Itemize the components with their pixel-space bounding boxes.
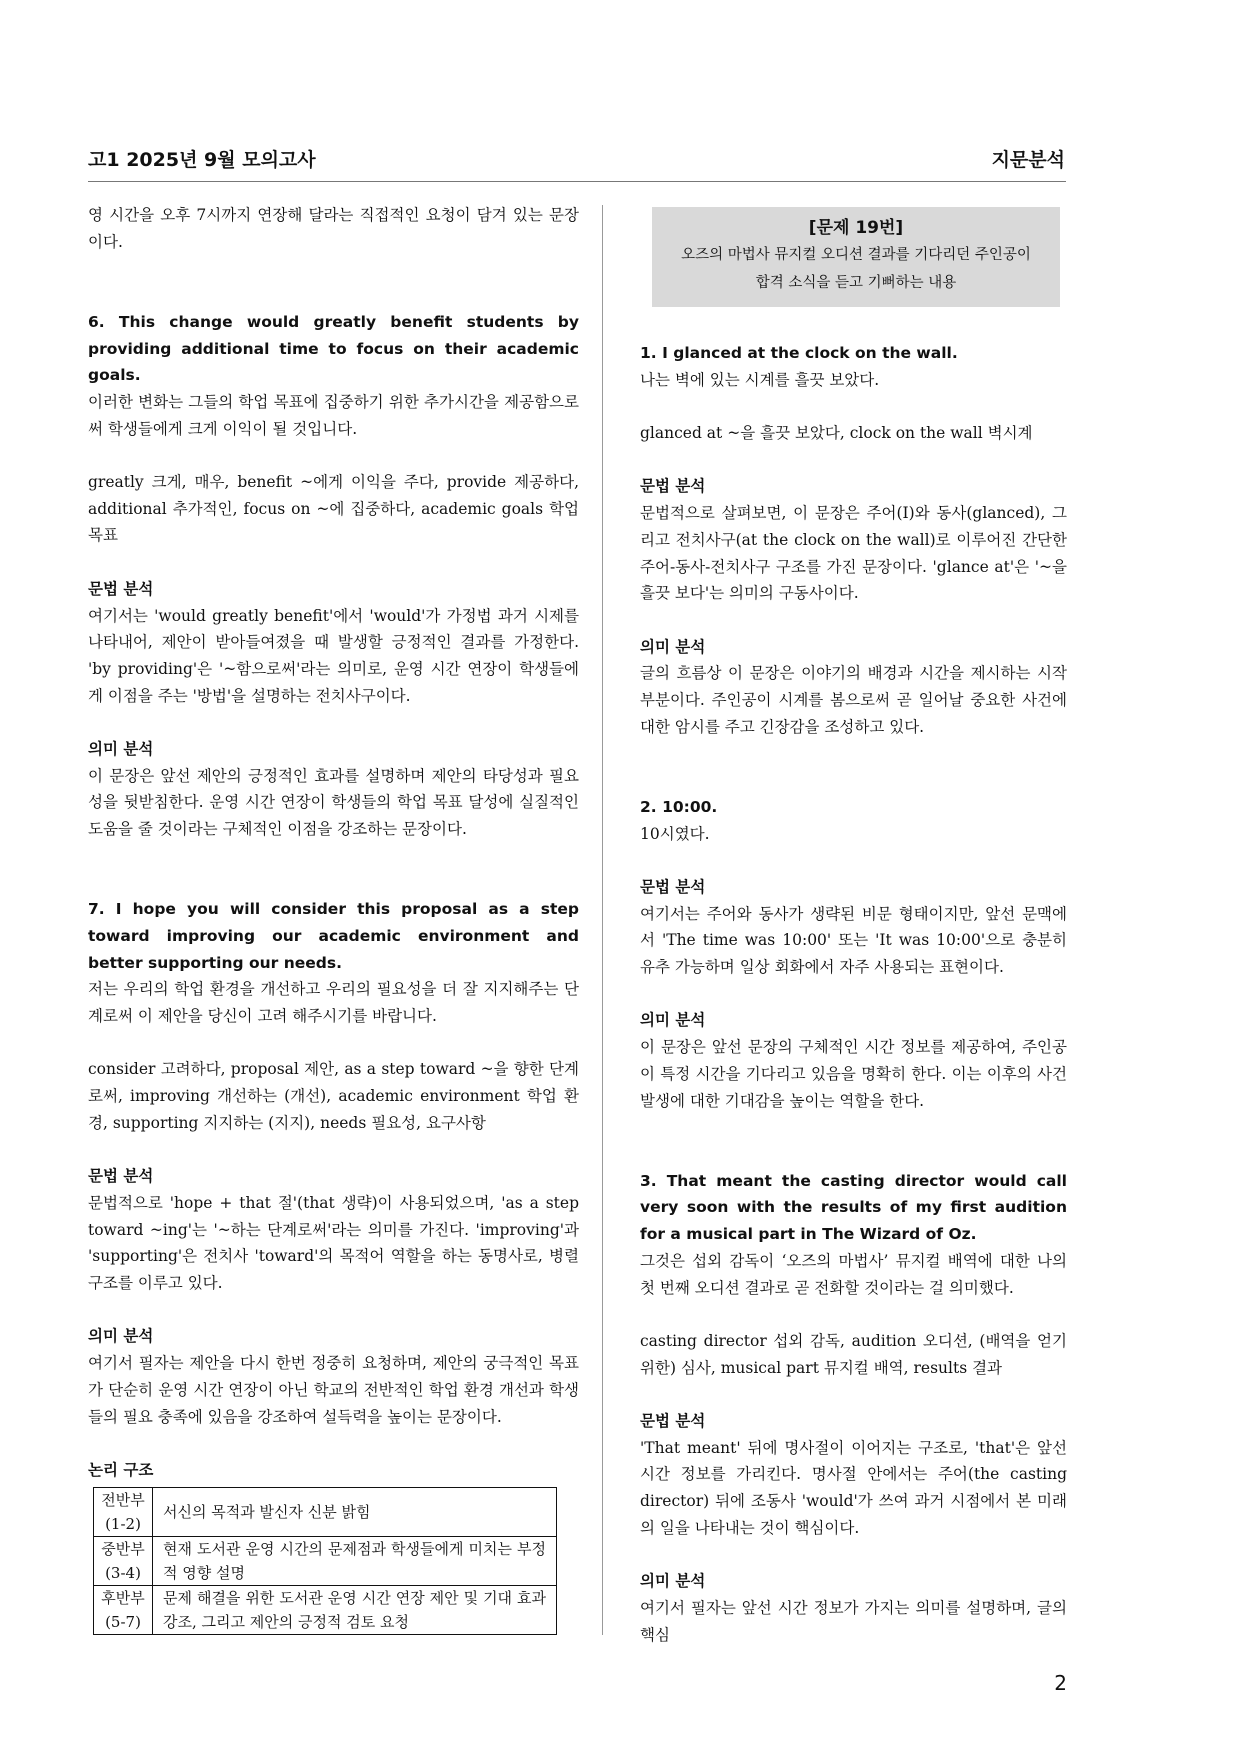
table-row	[94, 1585, 557, 1634]
left-column	[88, 202, 579, 1635]
sentence-7-vocab: consider 고려하다, proposal 제안, as a step toward ~을 향한 단계로써, improving 개선하는 (개선), academic environment 학업 환경, supporting 지지하는 (지지), needs 필요성, 요구사항	[88, 1060, 579, 1132]
part-description: 현재 도서관 운영 시간의 문제점과 학생들에게 미치는 부정적 영향 설명	[153, 1536, 557, 1585]
column-divider	[602, 205, 603, 1635]
part-label	[94, 1536, 153, 1585]
sentence-3-meaning: 여기서 필자는 앞선 시간 정보가 가지는 의미를 설명하며, 글의 핵심	[640, 1598, 1067, 1644]
sentence-3-korean: 그것은 섭외 감독이 ‘오즈의 마법사’ 뮤지컬 배역에 대한 나의 첫 번째 오디션 결과로 곧 전화할 것이라는 걸 의미했다.	[640, 1251, 1067, 1297]
sentence-2-meaning-heading: 의미 분석	[640, 1011, 706, 1030]
sentence-6-grammar-heading: 문법 분석	[88, 579, 154, 598]
part-label	[94, 1585, 153, 1634]
part-range: (3-4)	[105, 1563, 141, 1582]
logic-structure-heading: 논리 구조	[88, 1460, 154, 1479]
part-name: 중반부	[101, 1539, 145, 1558]
sentence-2-grammar-heading: 문법 분석	[640, 877, 706, 896]
sentence-2-grammar: 여기서는 주어와 동사가 생략된 비문 형태이지만, 앞선 문맥에서 'The time was 10:00' 또는 'It was 10:00'으로 충분히 유추 가능하며 일상 회화에서 자주 사용되는 표현이다.	[640, 904, 1067, 977]
sentence-1-vocab: glanced at ~을 흘끗 보았다, clock on the wall 벽시계	[640, 424, 1033, 443]
part-description: 문제 해결을 위한 도서관 운영 시간 연장 제안 및 기대 효과 강조, 그리고 제안의 긍정적 검토 요청	[153, 1585, 557, 1634]
page-number: 2	[1054, 1671, 1067, 1695]
problem-summary-line-1: 오즈의 마법사 뮤지컬 오디션 결과를 기다리던 주인공이	[681, 247, 1031, 263]
part-range: (1-2)	[105, 1514, 141, 1533]
sentence-7-english: 7. I hope you will consider this proposal as a step toward improving our academic environment and better supporting our needs.	[88, 900, 579, 972]
right-column	[640, 207, 1067, 1697]
sentence-1-grammar: 문법적으로 살펴보면, 이 문장은 주어(I)와 동사(glanced), 그리고 전치사구(at the clock on the wall)로 이루어진 간단한 주어-동사-전치사구 구조를 가진 문장이다. 'glance at'은 '~을 흘끗 보다'는 의미의 구동사이다.	[640, 504, 1067, 603]
sentence-2-english: 2. 10:00.	[640, 797, 718, 816]
sentence-3-grammar-heading: 문법 분석	[640, 1411, 706, 1430]
section-title: 지문분석	[991, 149, 1065, 171]
problem-number: [문제 19번]	[808, 218, 904, 238]
sentence-3-meaning-heading: 의미 분석	[640, 1572, 706, 1591]
sentence-7-korean: 저는 우리의 학업 환경을 개선하고 우리의 필요성을 더 잘 지지해주는 단계로써 이 제안을 당신이 고려 해주시기를 바랍니다.	[88, 980, 579, 1026]
sentence-3-grammar: 'That meant' 뒤에 명사절이 이어지는 구조로, 'that'은 앞선 시간 정보를 가리킨다. 명사절 안에서는 주어(the casting director) 뒤에 조동사 'would'가 쓰여 과거 시점에서 본 미래의 일을 나타내는 것이 핵심이다.	[640, 1438, 1067, 1537]
sentence-6-grammar: 여기서는 'would greatly benefit'에서 'would'가 가정법 과거 시제를 나타내어, 제안이 받아들여졌을 때 발생할 긍정적인 결과를 가정한다. 'by providing'은 '~함으로써'라는 의미로, 운영 시간 연장이 학생들에게 이점을 주는 '방법'을 설명하는 전치사구이다.	[88, 606, 579, 705]
sentence-6-english: 6. This change would greatly benefit students by providing additional time to focus on their academic goals.	[88, 312, 579, 385]
table-row	[94, 1487, 557, 1536]
sentence-2-korean: 10시였다.	[640, 824, 710, 843]
table-row	[94, 1536, 557, 1585]
part-name: 전반부	[101, 1490, 145, 1509]
sentence-1-grammar-heading: 문법 분석	[640, 477, 706, 496]
header-rule	[88, 181, 1066, 182]
sentence-1-korean: 나는 벽에 있는 시계를 흘끗 보았다.	[640, 370, 880, 389]
sentence-6-vocab: greatly 크게, 매우, benefit ~에게 이익을 주다, provide 제공하다, additional 추가적인, focus on ~에 집중하다, academic goals 학업 목표	[88, 473, 579, 545]
part-range: (5-7)	[105, 1612, 141, 1631]
problem-summary-line-2: 합격 소식을 듣고 기뻐하는 내용	[755, 275, 957, 291]
sentence-6-korean: 이러한 변화는 그들의 학업 목표에 집중하기 위한 추가시간을 제공함으로써 학생들에게 크게 이익이 될 것입니다.	[88, 392, 579, 438]
problem-summary-box	[652, 207, 1060, 307]
sentence-7-meaning-heading: 의미 분석	[88, 1327, 154, 1346]
sentence-6-meaning: 이 문장은 앞선 제안의 긍정적인 효과를 설명하며 제안의 타당성과 필요성을 뒷받침한다. 운영 시간 연장이 학생들의 학업 목표 달성에 실질적인 도움을 줄 것이라는 구체적인 이점을 강조하는 문장이다.	[88, 766, 579, 839]
part-label	[94, 1487, 153, 1536]
sentence-2-meaning: 이 문장은 앞선 문장의 구체적인 시간 정보를 제공하여, 주인공이 특정 시간을 기다리고 있음을 명확히 한다. 이는 이후의 사건 발생에 대한 기대감을 높이는 역할을 한다.	[640, 1038, 1067, 1110]
logic-structure-table	[93, 1487, 557, 1635]
part-description: 서신의 목적과 발신자 신분 밝힘	[153, 1487, 557, 1536]
sentence-7-grammar-heading: 문법 분석	[88, 1167, 154, 1186]
sentence-1-english: 1. I glanced at the clock on the wall.	[640, 344, 958, 362]
sentence-6-meaning-heading: 의미 분석	[88, 740, 154, 758]
sentence-7-meaning: 여기서 필자는 제안을 다시 한번 정중히 요청하며, 제안의 궁극적인 목표가 단순히 운영 시간 연장이 아닌 학교의 전반적인 학업 환경 개선과 학생들의 필요 충족에 있음을 강조하여 설득력을 높이는 문장이다.	[88, 1354, 579, 1426]
sentence-3-english: 3. That meant the casting director would call very soon with the results of my first audition for a musical part in The Wizard of Oz.	[640, 1171, 1067, 1244]
document-title: 고1 2025년 9월 모의고사	[88, 149, 316, 171]
intro-text: 영 시간을 오후 7시까지 연장해 달라는 직접적인 요청이 담겨 있는 문장이다.	[88, 206, 579, 251]
sentence-7-grammar: 문법적으로 'hope + that 절'(that 생략)이 사용되었으며, 'as a step toward ~ing'는 '~하는 단계로써'라는 의미를 가진다. 'improving'과 'supporting'은 전치사 'toward'의 목적어 역할을 하는 동명사로, 병렬 구조를 이루고 있다.	[88, 1193, 579, 1293]
sentence-3-vocab: casting director 섭외 감독, audition 오디션, (배역을 얻기 위한) 심사, musical part 뮤지컬 배역, results 결과	[640, 1331, 1067, 1377]
sentence-1-meaning-heading: 의미 분석	[640, 637, 706, 656]
part-name: 후반부	[101, 1588, 145, 1607]
sentence-1-meaning: 글의 흐름상 이 문장은 이야기의 배경과 시간을 제시하는 시작 부분이다. 주인공이 시계를 봄으로써 곧 일어날 중요한 사건에 대한 암시를 주고 긴장감을 조성하고 있다.	[640, 664, 1067, 736]
